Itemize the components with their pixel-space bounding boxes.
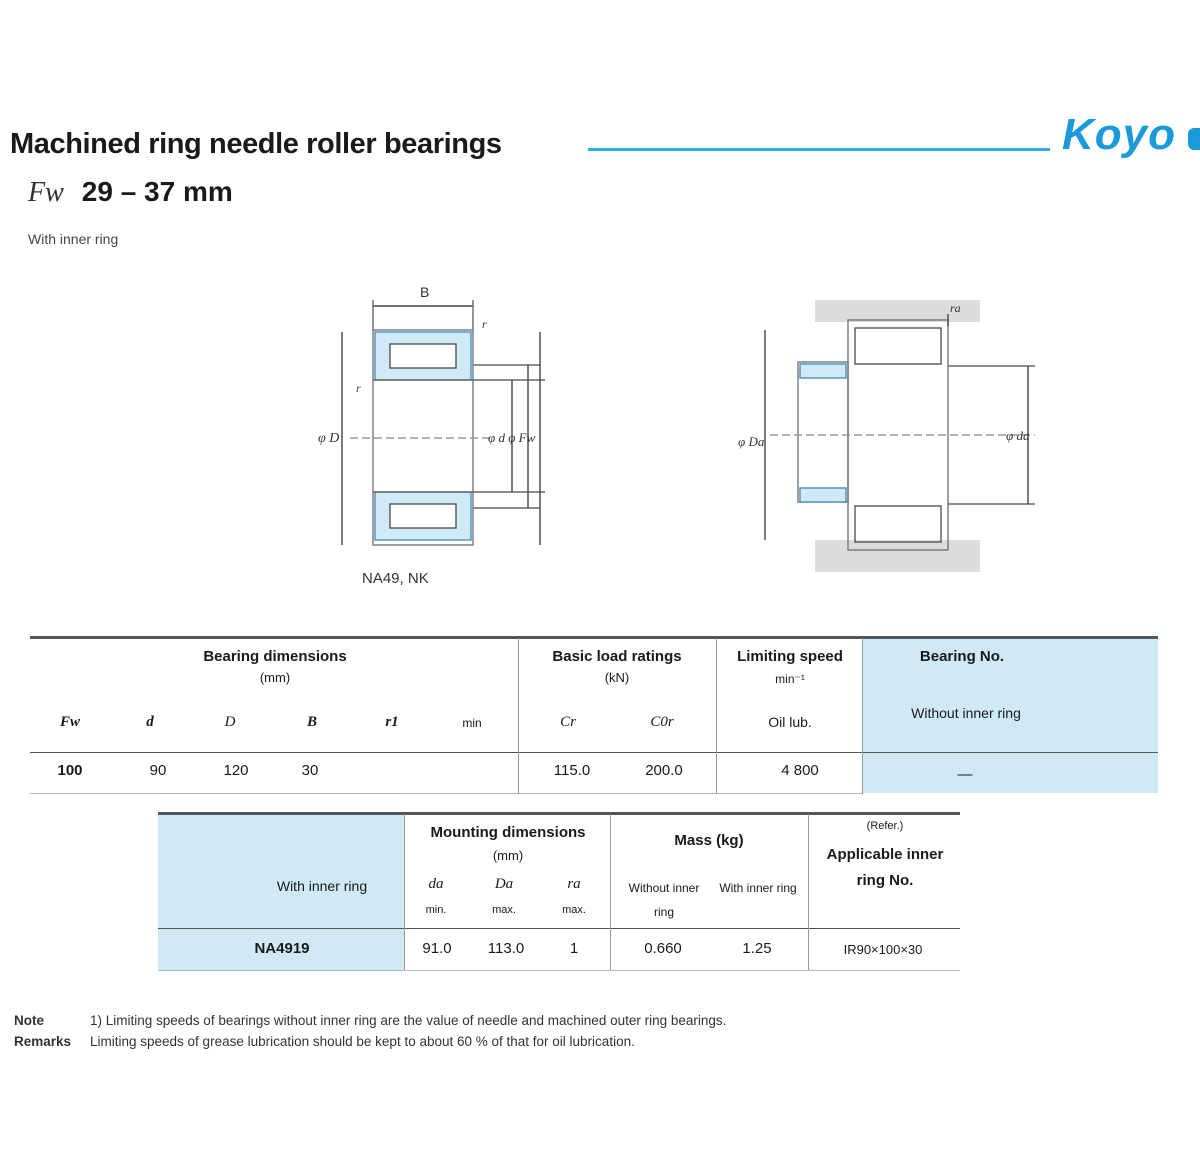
col-D: D bbox=[224, 714, 236, 730]
label-r-left: r bbox=[356, 381, 361, 395]
label-B: B bbox=[420, 284, 430, 300]
table2-divider-3 bbox=[808, 814, 809, 970]
col-oil-lub: Oil lub. bbox=[768, 714, 812, 730]
row-B: 30 bbox=[301, 762, 319, 779]
table1-divider-2 bbox=[716, 638, 717, 794]
col-ra-max: max. bbox=[562, 904, 586, 916]
col-ra: ra bbox=[567, 876, 581, 892]
group-dimensions-heading: Bearing dimensions bbox=[203, 648, 347, 665]
table2-header-rule bbox=[158, 928, 960, 929]
drawing-caption: NA49, NK bbox=[362, 570, 429, 587]
label-Da: φ Da bbox=[738, 434, 765, 449]
title-rule bbox=[588, 148, 1050, 151]
row-mass-with: 1.25 bbox=[742, 940, 772, 957]
row-d: 90 bbox=[149, 762, 167, 779]
group-mounting-unit: (mm) bbox=[492, 848, 524, 863]
bearing-cross-section bbox=[342, 300, 545, 545]
dimension-range bbox=[28, 176, 233, 209]
table2-divider-2 bbox=[610, 814, 611, 970]
row-bearing-with: NA4919 bbox=[254, 940, 310, 957]
col-min: min bbox=[462, 716, 482, 730]
row-da: 91.0 bbox=[422, 940, 452, 957]
group-mounting-heading: Mounting dimensions bbox=[430, 824, 586, 841]
col-B: B bbox=[306, 714, 317, 730]
row-applicable-inner-ring: IR90×100×30 bbox=[843, 942, 923, 957]
table1-divider-1 bbox=[518, 638, 519, 794]
brand-mark bbox=[1188, 128, 1200, 150]
row-speed: 4 800 bbox=[781, 762, 819, 779]
footnote-note-text: 1) Limiting speeds of bearings without inner ring are the value of needle and machined outer ring bearings. bbox=[90, 1013, 727, 1028]
col-mass-with: With inner ring bbox=[719, 881, 797, 895]
col-Da-max: max. bbox=[492, 904, 516, 916]
range-value: 29 – 37 mm bbox=[81, 176, 233, 207]
footnote-note bbox=[14, 1010, 726, 1031]
bearing-without-inner-ring: Without inner ring bbox=[911, 705, 1021, 721]
row-Cr: 115.0 bbox=[553, 762, 591, 779]
bearing-drawing bbox=[290, 270, 1030, 580]
row-bearing-without: — bbox=[957, 766, 973, 783]
table1-header-rule bbox=[30, 752, 1158, 753]
group-mass-heading: Mass (kg) bbox=[674, 832, 744, 849]
col-C0r: C0r bbox=[650, 714, 674, 730]
group-reference: (Refer.) bbox=[866, 820, 904, 832]
table2-divider-1 bbox=[404, 814, 405, 970]
col-da: da bbox=[428, 876, 444, 892]
table2-top-rule bbox=[158, 812, 960, 815]
row-D: 120 bbox=[223, 762, 249, 779]
row-ra: 1 bbox=[569, 940, 579, 957]
footnote-remarks-text: Limiting speeds of grease lubrication should be kept to about 60 % of that for oil lubrication. bbox=[90, 1034, 635, 1049]
brand-logo: Koyo bbox=[1062, 110, 1176, 159]
group-dimensions-unit: (mm) bbox=[259, 670, 291, 685]
label-D: φ D bbox=[318, 431, 340, 446]
col-Da: Da bbox=[494, 876, 514, 892]
col-r1: r1 bbox=[385, 714, 399, 730]
table1-bottom-rule bbox=[30, 793, 862, 794]
group-bearing-heading: Bearing No. bbox=[919, 648, 1005, 665]
group-speed-heading: Limiting speed bbox=[737, 648, 843, 665]
mounting-drawing bbox=[765, 300, 1035, 572]
footnotes bbox=[14, 1010, 726, 1052]
range-symbol: Fw bbox=[28, 177, 64, 208]
group-speed-unit: min⁻¹ bbox=[775, 672, 805, 686]
row-Fw: 100 bbox=[57, 762, 83, 779]
col-Fw: Fw bbox=[59, 714, 80, 730]
footnote-note-label: Note bbox=[14, 1013, 44, 1028]
row-mass-without: 0.660 bbox=[644, 940, 682, 957]
applicable-inner-ring-heading: Applicable inner ring No. bbox=[826, 846, 944, 889]
row-C0r: 200.0 bbox=[645, 762, 683, 779]
label-ra: ra bbox=[950, 301, 961, 315]
table1-top-rule bbox=[30, 636, 1158, 639]
table2-bottom-rule bbox=[158, 970, 960, 971]
footnote-remarks-label: Remarks bbox=[14, 1034, 72, 1049]
page-subtitle: With inner ring bbox=[28, 231, 119, 247]
row-Da: 113.0 bbox=[487, 940, 525, 957]
col-da-min: min. bbox=[425, 904, 447, 916]
col-Cr: Cr bbox=[560, 714, 576, 730]
label-Fw: φ d φ Fw bbox=[488, 430, 536, 445]
col-mass-without: Without inner ring bbox=[628, 881, 700, 919]
label-da: φ da bbox=[1006, 428, 1030, 443]
footnote-remarks bbox=[14, 1031, 726, 1052]
group-load-unit: (kN) bbox=[604, 670, 630, 685]
col-d: d bbox=[146, 714, 154, 730]
label-r-top: r bbox=[482, 317, 487, 331]
bearing-with-inner-ring: With inner ring bbox=[276, 878, 368, 894]
page-title: Machined ring needle roller bearings bbox=[10, 128, 502, 160]
group-load-heading: Basic load ratings bbox=[552, 648, 682, 665]
